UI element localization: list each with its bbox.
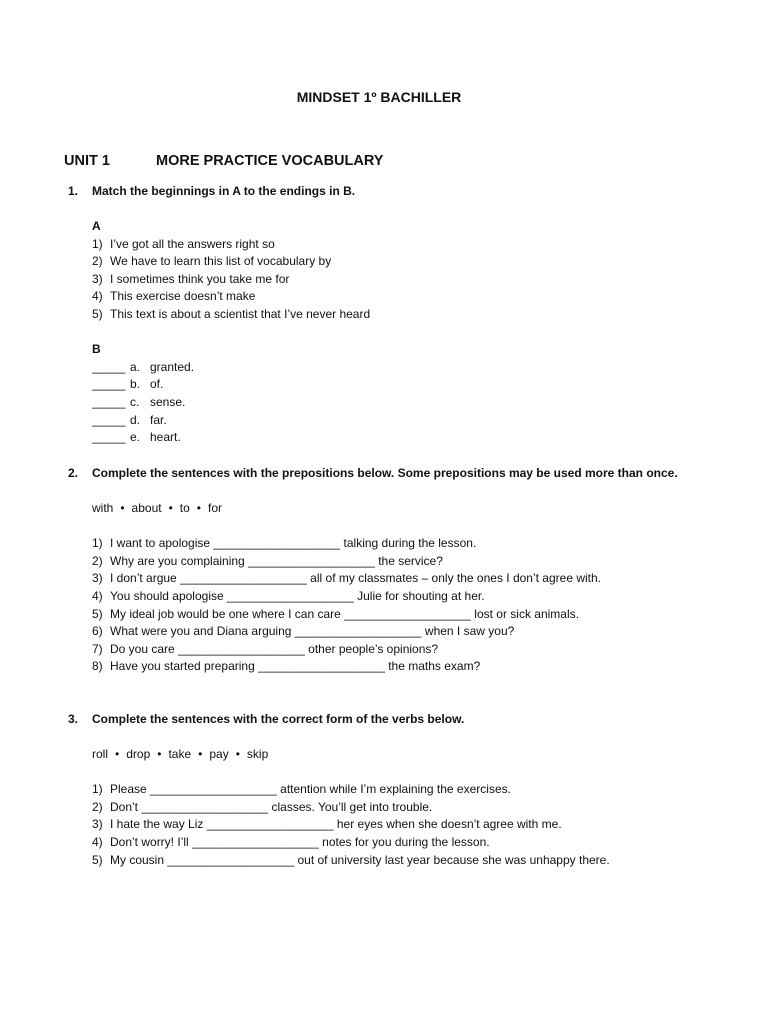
list-item: 5) This text is about a scientist that I’ve never heard xyxy=(92,307,371,322)
list-item: 3) I hate the way Liz ___________________ her eyes when she doesn’t agree with me. xyxy=(92,817,562,832)
word-bank-item: with xyxy=(92,501,114,516)
word-bank-item: to xyxy=(179,501,190,516)
list-item: _____ b. of. xyxy=(92,376,688,394)
list-item: _____ d. far. xyxy=(92,412,688,430)
exercise-3 xyxy=(68,711,688,869)
exercise-2 xyxy=(68,465,688,676)
list-item: 6) What were you and Diana arguing ___________________ when I saw you? xyxy=(92,624,515,639)
sentence-list xyxy=(92,781,688,869)
list-item: 8) Have you started preparing ___________________ the maths exam? xyxy=(92,659,481,674)
answer-blank[interactable]: _____ xyxy=(92,377,126,392)
word-bank-item: drop xyxy=(126,747,151,762)
word-bank: with • about • to • for xyxy=(92,501,223,516)
word-bank-item: pay xyxy=(209,747,229,762)
list-item: 2) Don’t ___________________ classes. You’ll get into trouble. xyxy=(92,799,433,814)
page-title: MINDSET 1º BACHILLER xyxy=(296,89,462,105)
unit-name: MORE PRACTICE VOCABULARY xyxy=(156,153,384,169)
exercise-2-instruction: 2. Complete the sentences with the prepositions below. Some prepositions may be used more than once. xyxy=(68,466,678,480)
list-item: _____ e. heart. xyxy=(92,429,688,447)
column-a-label: A xyxy=(92,219,101,234)
column-b-label: B xyxy=(92,342,101,357)
exercise-1 xyxy=(68,183,688,447)
list-item: 3) I don’t argue ___________________ all of my classmates – only the ones I don’t agree with. xyxy=(92,571,601,586)
list-item: 1) I want to apologise ___________________ talking during the lesson. xyxy=(92,536,477,551)
sentence-list xyxy=(92,535,688,676)
list-item: 2) We have to learn this list of vocabulary by xyxy=(92,254,332,269)
word-bank-item: about xyxy=(131,501,162,516)
word-bank-item: skip xyxy=(246,747,269,762)
unit-number: UNIT 1 xyxy=(64,153,110,169)
list-item: 7) Do you care ___________________ other people’s opinions? xyxy=(92,641,439,656)
exercise-1-instruction: 1. Match the beginnings in A to the endings in B. xyxy=(68,184,356,198)
list-item: 3) I sometimes think you take me for xyxy=(92,271,290,286)
column-b-list xyxy=(92,359,688,447)
word-bank-item: take xyxy=(168,747,192,762)
unit-heading xyxy=(64,153,383,169)
list-item: 4) Don’t worry! I’ll ___________________ notes for you during the lesson. xyxy=(92,835,490,850)
word-bank-item: roll xyxy=(92,747,109,762)
exercise-3-instruction: 3. Complete the sentences with the correct form of the verbs below. xyxy=(68,712,465,726)
list-item: _____ c. sense. xyxy=(92,394,688,412)
answer-blank[interactable]: _____ xyxy=(92,359,126,374)
answer-blank[interactable]: _____ xyxy=(92,395,126,410)
list-item: 5) My cousin ___________________ out of university last year because she was unhappy there. xyxy=(92,852,610,867)
answer-blank[interactable]: _____ xyxy=(92,430,126,445)
list-item: 1) I’ve got all the answers right so xyxy=(92,236,275,251)
list-item: 1) Please ___________________ attention while I’m explaining the exercises. xyxy=(92,782,511,797)
list-item: 4) You should apologise ___________________ Julie for shouting at her. xyxy=(92,589,485,604)
list-item: 2) Why are you complaining ___________________ the service? xyxy=(92,553,443,568)
word-bank: roll • drop • take • pay • skip xyxy=(92,747,269,762)
answer-blank[interactable]: _____ xyxy=(92,412,126,427)
list-item: 5) My ideal job would be one where I can care ___________________ lost or sick animals. xyxy=(92,606,579,621)
list-item: 4) This exercise doesn’t make xyxy=(92,289,256,304)
list-item: _____ a. granted. xyxy=(92,359,688,377)
column-a-list xyxy=(92,236,688,324)
word-bank-item: for xyxy=(208,501,223,516)
